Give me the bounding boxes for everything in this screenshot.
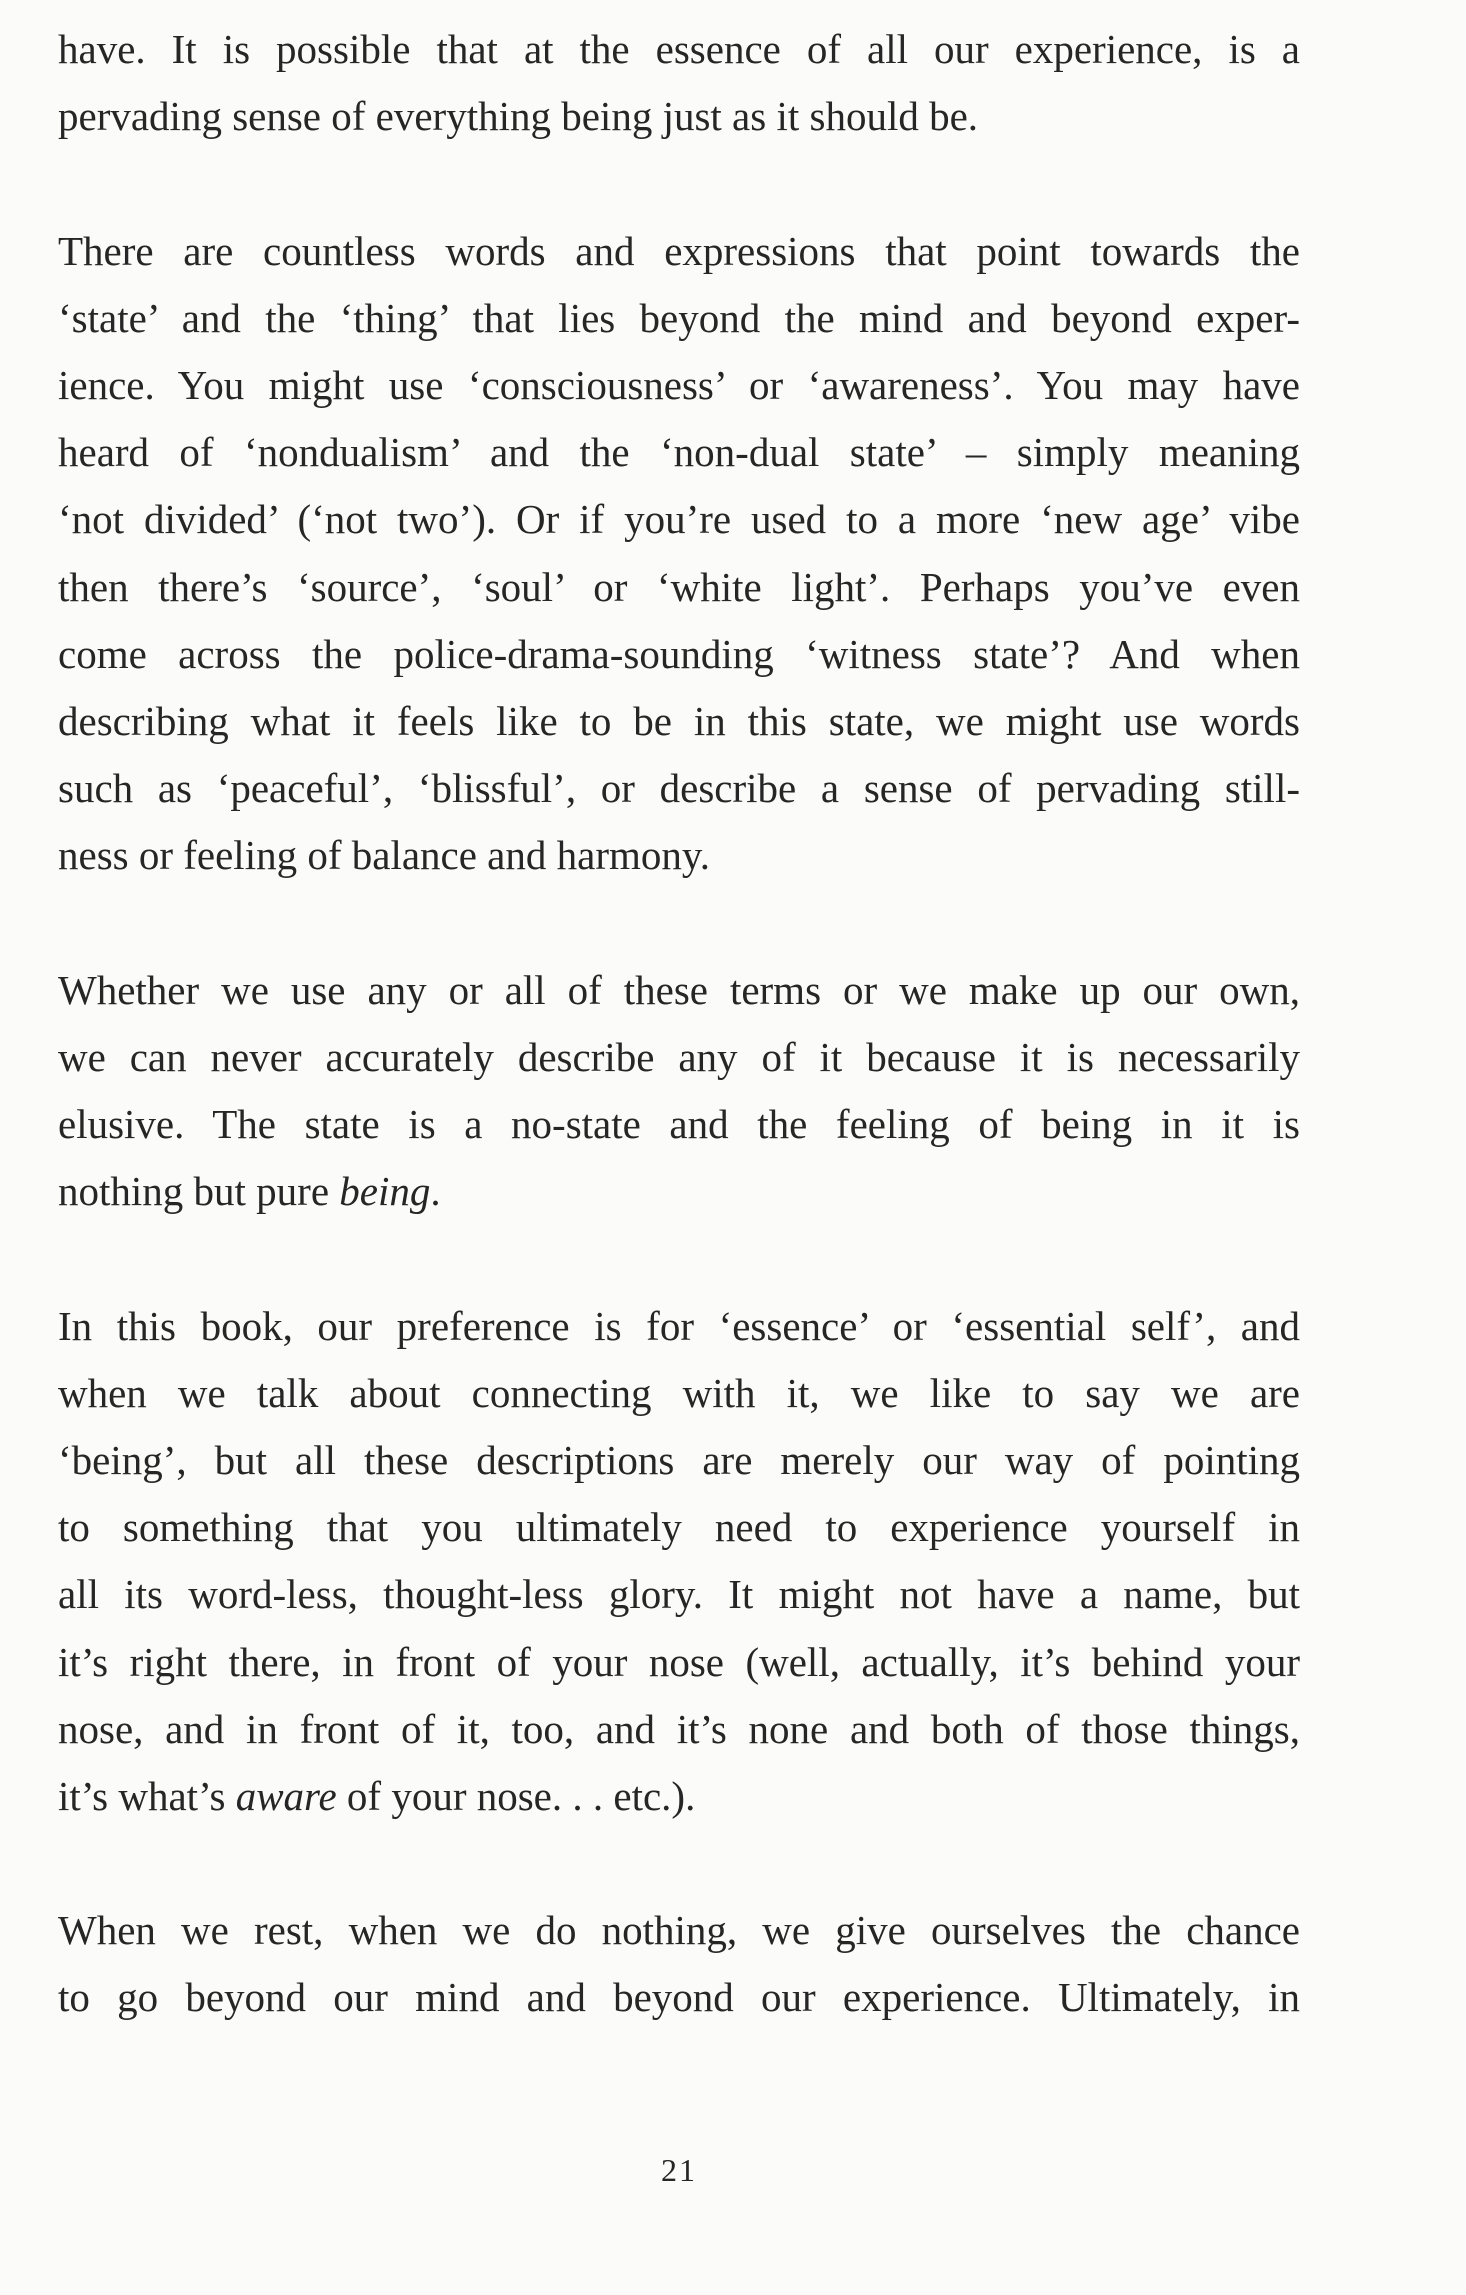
page-number: 21 (661, 2152, 697, 2188)
text-line: ‘state’ and the ‘thing’ that lies beyond the mind and beyond exper- (58, 294, 1300, 341)
text-line: to go beyond our mind and beyond our experience. Ultimately, in (58, 1974, 1300, 2021)
text-line: all its word-less, thought-less glory. It might not have a name, but (58, 1571, 1300, 1618)
paragraph-spacer (58, 150, 1300, 217)
text-line: There are countless words and expressions that point towards the (58, 227, 1300, 274)
paragraph (58, 16, 1300, 150)
body-text (58, 16, 1300, 2032)
text-line: ‘being’, but all these descriptions are merely our way of pointing (58, 1436, 1300, 1483)
text-line: ness or feeling of balance and harmony. (58, 832, 710, 879)
paragraph (58, 1897, 1300, 2031)
text-line: elusive. The state is a no-state and the feeling of being in it is (58, 1101, 1300, 1147)
text-line: ience. You might use ‘consciousness’ or ‘awareness’. You may have (58, 361, 1300, 408)
text-line: come across the police-drama-sounding ‘witness state’? And when (58, 630, 1300, 677)
text-line: when we talk about connecting with it, we like to say we are (58, 1369, 1300, 1416)
text-line: then there’s ‘source’, ‘soul’ or ‘white light’. Perhaps you’ve even (58, 563, 1300, 610)
text-segment: of your nose. . . etc.). (336, 1772, 696, 1819)
text-line (58, 1158, 1300, 1225)
paragraph-spacer (58, 889, 1300, 956)
text-line: to something that you ultimately need to experience yourself in (58, 1504, 1300, 1551)
paragraph (58, 957, 1300, 1226)
text-line: it’s right there, in front of your nose (well, actually, it’s behind your (58, 1638, 1300, 1685)
text-line (58, 1763, 1300, 1830)
text-segment: nothing but pure (58, 1168, 340, 1215)
paragraph-spacer (58, 1830, 1300, 1897)
text-line: nose, and in front of it, too, and it’s none and both of those things, (58, 1705, 1300, 1752)
text-segment: it’s what’s (58, 1772, 236, 1819)
text-line: pervading sense of everything being just as it should be. (58, 93, 979, 140)
text-line: ‘not divided’ (‘not two’). Or if you’re used to a more ‘new age’ vibe (58, 496, 1300, 543)
text-line: describing what it feels like to be in this state, we might use words (58, 697, 1300, 744)
paragraph-spacer (58, 1225, 1300, 1292)
text-line: Whether we use any or all of these terms or we make up our own, (58, 966, 1300, 1013)
text-line: we can never accurately describe any of it because it is necessarily (58, 1033, 1300, 1080)
text-line: heard of ‘nondualism’ and the ‘non-dual state’ – simply meaning (58, 429, 1300, 476)
text-line: When we rest, when we do nothing, we give ourselves the chance (58, 1907, 1300, 1954)
text-line: have. It is possible that at the essence of all our experience, is a (58, 26, 1300, 72)
text-line: In this book, our preference is for ‘essence’ or ‘essential self’, and (58, 1302, 1300, 1349)
paragraph (58, 218, 1300, 890)
paragraph (58, 1293, 1300, 1831)
italic-emphasis: aware (235, 1772, 337, 1819)
text-segment: . (430, 1168, 441, 1215)
text-line: such as ‘peaceful’, ‘blissful’, or describe a sense of pervading still- (58, 765, 1300, 812)
italic-emphasis: being (339, 1168, 431, 1215)
